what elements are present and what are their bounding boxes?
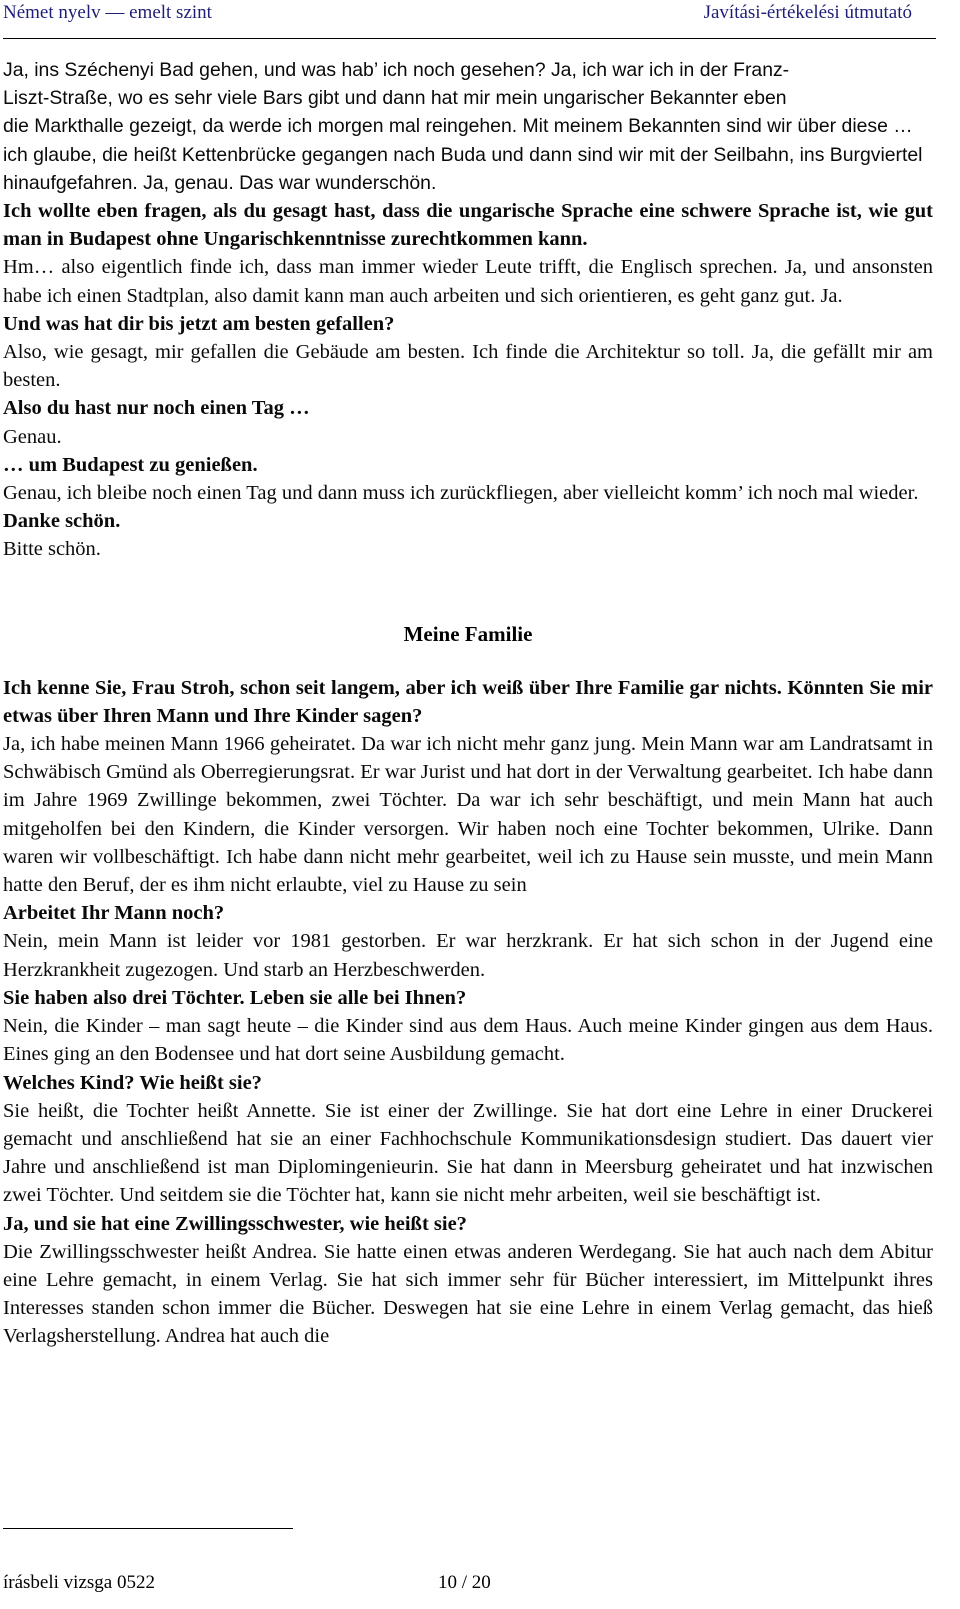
page-header	[0, 0, 960, 48]
question-paragraph: Ich kenne Sie, Frau Stroh, schon seit langem, aber ich weiß über Ihre Familie gar nichts. Könnten Sie mir etwas über Ihren Mann und Ihre Kinder sagen?	[3, 676, 933, 727]
exam-code: írásbeli vizsga 0522	[3, 1572, 155, 1593]
answer-paragraph: Liszt-Straße, wo es sehr viele Bars gibt und dann hat mir mein ungarischer Bekannter eben	[3, 87, 787, 110]
question-paragraph: Welches Kind? Wie heißt sie?	[3, 1071, 262, 1094]
question-paragraph: Sie haben also drei Töchter. Leben sie alle bei Ihnen?	[3, 986, 467, 1009]
interview-budapest	[3, 56, 933, 564]
question-paragraph: … um Budapest zu genießen.	[3, 453, 258, 476]
title-spacer	[3, 648, 933, 674]
page-footer	[0, 1528, 960, 1609]
question-paragraph: Ja, und sie hat eine Zwillingsschwester, wie heißt sie?	[3, 1212, 467, 1235]
footer-rule	[3, 1528, 293, 1529]
answer-paragraph: Die Zwillingsschwester heißt Andrea. Sie hatte einen etwas anderen Werdegang. Sie hat auch nach dem Abitur eine Lehre gemacht, in einem Verlag. Sie hat sich immer sehr für Bücher interessiert, im Mittelpunkt ihres Interesses standen schon immer die Bücher. Deswegen hat sie eine Lehre in einem Verlag gemacht, das hieß Verlagsherstellung. Andrea hat auch die	[3, 1240, 933, 1348]
header-guide-title: Javítási-értékelési útmutató	[703, 2, 912, 23]
answer-paragraph: Sie heißt, die Tochter heißt Annette. Sie ist einer der Zwillinge. Sie hat dort eine Lehre in einer Druckerei gemacht und anschließend hat sie an einer Fachhochschule Kommunikationsdesign studiert. Das dauert vier Jahre und anschließend ist man Diplomingenieurin. Sie hat dann in Meersburg geheiratet und hat inzwischen zwei Töchter. Und seitdem sie die Töchter hat, kann sie nicht mehr arbeiten, weil sie beschäftigt ist.	[3, 1099, 933, 1207]
answer-paragraph: Also, wie gesagt, mir gefallen die Gebäude am besten. Ich finde die Architektur so toll. Ja, die gefällt mir am besten.	[3, 341, 933, 392]
answer-paragraph: Hm… also eigentlich finde ich, dass man immer wieder Leute trifft, die Englisch sprechen. Ja, und ansonsten habe ich einen Stadtplan, also damit kann man auch arbeiten und sich orientieren, es geht ganz gut. Ja.	[3, 256, 933, 307]
question-paragraph: Danke schön.	[3, 510, 121, 533]
answer-paragraph: Genau.	[3, 425, 62, 448]
question-paragraph: Und was hat dir bis jetzt am besten gefallen?	[3, 312, 395, 335]
document-body	[3, 56, 933, 1351]
question-paragraph: Ich wollte eben fragen, als du gesagt hast, dass die ungarische Sprache eine schwere Sprache ist, wie gut man in Budapest ohne Ungarischkenntnisse zurechtkommen kann.	[3, 200, 933, 251]
question-paragraph: Arbeitet Ihr Mann noch?	[3, 902, 225, 925]
answer-paragraph: Ja, ins Széchenyi Bad gehen, und was hab’ ich noch gesehen? Ja, ich war ich in der Franz-	[3, 59, 790, 81]
header-rule	[3, 38, 936, 39]
answer-paragraph: Ja, ich habe meinen Mann 1966 geheiratet. Da war ich nicht mehr ganz jung. Mein Mann war am Landratsamt in Schwäbisch Gmünd als Oberregierungsrat. Er war Jurist und hat dort in der Verwaltung gearbeitet. Ich habe dann im Jahre 1969 Zwillinge bekommen, zwei Töchter. Da war ich sehr beschäftigt, und mein Mann hat auch mitgeholfen bei den Kindern, die Kinder versorgen. Wir haben noch eine Tochter bekommen, Ulrike. Dann waren wir vollbeschäftigt. Ich habe dann nicht mehr gearbeitet, weil ich zu Hause sein musste, und mein Mann hatte den Beruf, der es ihm nicht erlaubte, viel zu Hause zu sein	[3, 733, 933, 897]
answer-paragraph: Genau, ich bleibe noch einen Tag und dann muss ich zurückfliegen, aber vielleicht komm’ ich noch mal wieder.	[3, 482, 919, 505]
interview-family	[3, 674, 933, 1351]
answer-paragraph: Bitte schön.	[3, 538, 101, 561]
answer-paragraph: Nein, mein Mann ist leider vor 1981 gestorben. Er war herzkrank. Er hat sich schon in der Jugend eine Herzkrankheit zugezogen. Und starb an Herzbeschwerden.	[3, 930, 933, 981]
section-title: Meine Familie	[403, 621, 533, 646]
question-paragraph: Also du hast nur noch einen Tag …	[3, 397, 310, 420]
section-spacer	[3, 564, 933, 620]
answer-paragraph: Nein, die Kinder – man sagt heute – die Kinder sind aus dem Haus. Auch meine Kinder gingen aus dem Haus. Eines ging an den Bodensee und hat dort seine Ausbildung gemacht.	[3, 1015, 933, 1066]
header-subject: Német nyelv — emelt szint	[3, 2, 212, 23]
answer-paragraph: die Markthalle gezeigt, da werde ich morgen mal reingehen. Mit meinem Bekannten sind wir über diese … ich glaube, die heißt Kettenbrücke gegangen nach Buda und dann sind wir mit der Seilbahn, ins Burgviertel hinaufgefahren. Ja, genau. Das war wunderschön.	[3, 115, 923, 194]
page-number: 10 / 20	[438, 1572, 491, 1593]
